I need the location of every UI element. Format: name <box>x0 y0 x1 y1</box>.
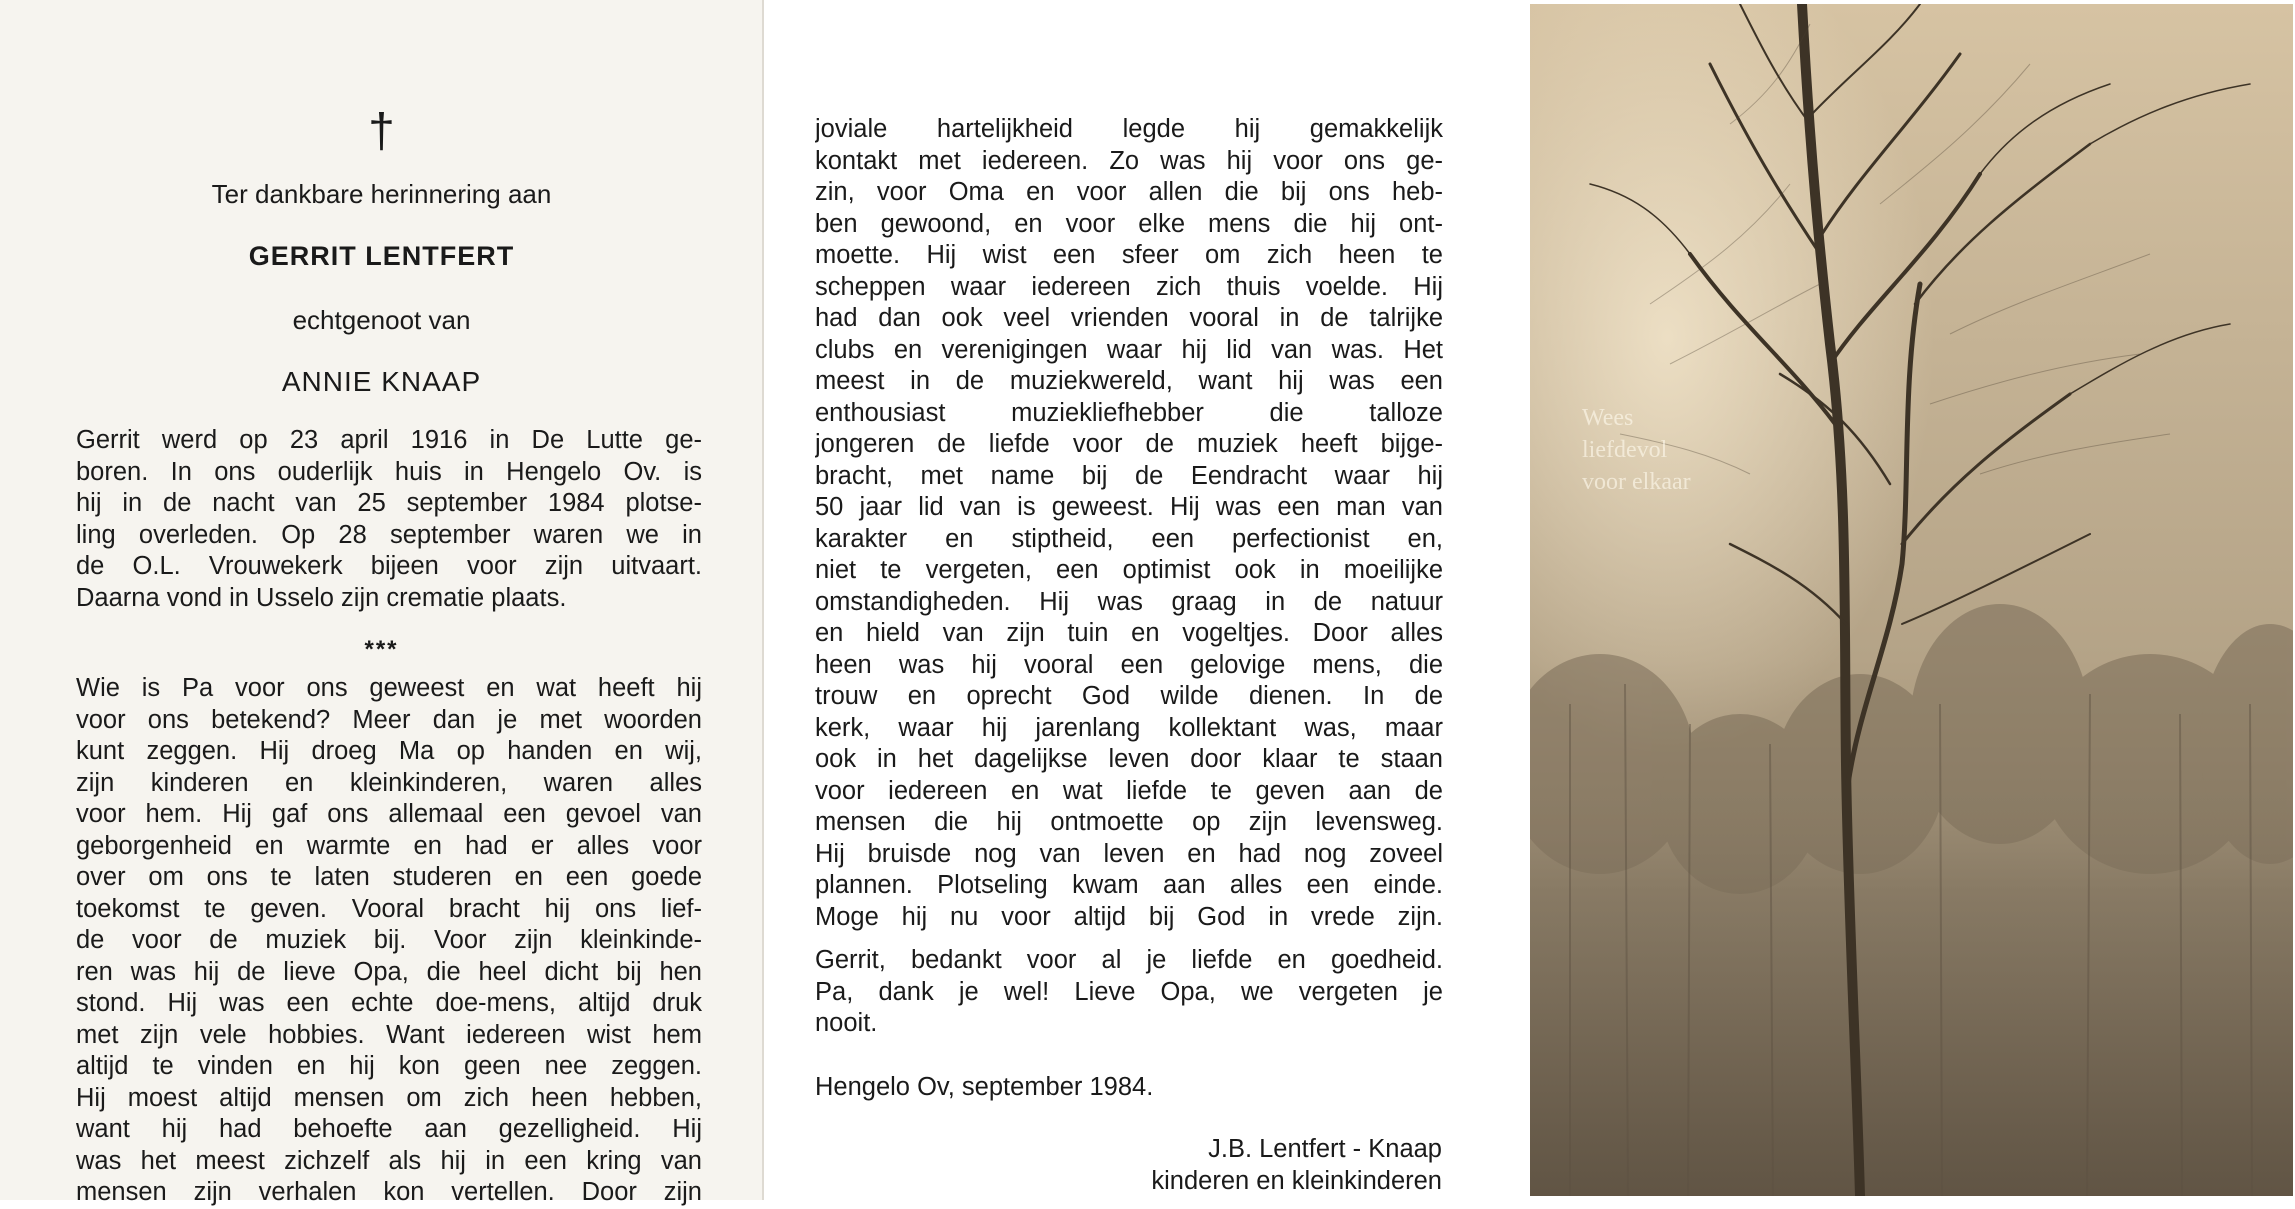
signature-name: J.B. Lentfert - Knaap <box>1208 1135 1442 1163</box>
text-line: meest in de muziekwereld, want hij was een <box>815 367 1443 395</box>
caption-line: liefdevol <box>1582 437 1668 463</box>
text-line: boren. In ons ouderlijk huis in Hengelo Ov. is <box>76 457 702 486</box>
text-line: omstandigheden. Hij was graag in de natuur <box>815 587 1443 616</box>
thanks-paragraph <box>815 945 1443 1040</box>
caption-line: Wees <box>1582 405 1634 431</box>
spouse-label: echtgenoot van <box>292 305 471 335</box>
text-line: ren was hij de lieve Opa, die heel dicht bij hen <box>76 957 702 986</box>
text-line: kunt zeggen. Hij droeg Ma op handen en wij, <box>76 737 702 765</box>
text-line: stond. Hij was een echte doe-mens, altijd druk <box>76 989 702 1017</box>
biography-paragraph <box>76 425 702 614</box>
text-line: scheppen waar iedereen zich thuis voelde. Hij <box>815 272 1443 301</box>
text-line: geborgenheid en warmte en had er alles voor <box>76 831 702 860</box>
text-line: kerk, waar hij jarenlang kollektant was, maar <box>815 713 1443 742</box>
text-line: Gerrit werd op 23 april 1916 in De Lutte ge- <box>76 426 702 454</box>
text-line: voor ons betekend? Meer dan je met woorden <box>76 705 702 734</box>
text-line: Daarna vond in Usselo zijn crematie plaats. <box>76 583 567 612</box>
signature-family: kinderen en kleinkinderen <box>1151 1166 1442 1195</box>
text-line: Gerrit, bedankt voor al je liefde en goedheid. <box>815 946 1443 974</box>
text-line: moette. Hij wist een sfeer om zich heen te <box>815 241 1443 269</box>
photo-panel <box>1528 0 2295 1200</box>
text-line: kontakt met iedereen. Zo was hij voor ons ge- <box>815 146 1443 175</box>
text-line: niet te vergeten, een optimist ook in moeilijke <box>815 556 1443 584</box>
text-line: mensen die hij ontmoette op zijn levensweg. <box>815 808 1443 836</box>
tree-photo <box>1530 4 2293 1196</box>
text-line: over om ons te laten studeren en een goede <box>76 863 702 891</box>
deceased-name: GERRIT LENTFERT <box>248 241 515 271</box>
place-and-date: Hengelo Ov, september 1984. <box>815 1073 1154 1101</box>
text-line: trouw en oprecht God wilde dienen. In de <box>815 682 1443 710</box>
spouse-name: ANNIE KNAAP <box>281 366 482 397</box>
left-panel <box>0 0 763 1206</box>
text-line: plannen. Plotseling kwam aan alles een einde. <box>815 871 1443 899</box>
text-line: altijd te vinden en hij kon geen nee zeggen. <box>76 1052 702 1080</box>
text-line: voor iedereen en wat liefde te geven aan de <box>815 776 1443 805</box>
text-line: met zijn vele hobbies. Want iedereen wist hem <box>76 1020 702 1049</box>
text-line: had dan ook veel vrienden vooral in de talrijke <box>815 304 1443 332</box>
text-line: zin, voor Oma en voor allen die bij ons heb- <box>815 178 1443 206</box>
text-line: ben gewoond, en voor elke mens die hij ont- <box>815 209 1443 238</box>
text-line: jongeren de liefde voor de muziek heeft bijge- <box>815 430 1443 458</box>
text-line: nooit. <box>815 1009 878 1037</box>
text-line: zijn kinderen en kleinkinderen, waren alles <box>76 768 702 797</box>
signature-block <box>900 1134 1442 1197</box>
text-line: hij in de nacht van 25 september 1984 plotse- <box>76 489 702 517</box>
text-line: bracht, met name bij de Eendracht waar hij <box>815 461 1443 490</box>
fold-line <box>762 0 764 1200</box>
text-line: Hij bruisde nog van leven en had nog zoveel <box>815 839 1443 868</box>
text-line: mensen zijn verhalen kon vertellen. Door zijn <box>76 1178 702 1206</box>
text-line: Hij moest altijd mensen om zich heen hebben, <box>76 1083 702 1112</box>
text-line: de O.L. Vrouwekerk bijeen voor zijn uitvaart. <box>76 552 702 580</box>
tribute-continuation <box>815 114 1443 933</box>
text-line: karakter en stiptheid, een perfectionist en, <box>815 524 1443 553</box>
text-line: enthousiast muziekliefhebber die talloze <box>815 398 1443 427</box>
misty-tree-image <box>1530 4 2293 1196</box>
text-line: want hij had behoefte aan gezelligheid. Hij <box>76 1115 702 1143</box>
text-line: de voor de muziek bij. Voor zijn kleinkinde- <box>76 926 702 954</box>
cross-symbol: † <box>368 105 395 158</box>
text-line: Pa, dank je wel! Lieve Opa, we vergeten je <box>815 977 1443 1006</box>
text-line: toekomst te geven. Vooral bracht hij ons lief- <box>76 894 702 923</box>
section-separator: *** <box>364 636 399 663</box>
text-line: 50 jaar lid van is geweest. Hij was een man van <box>815 493 1443 521</box>
text-line: clubs en verenigingen waar hij lid van was. Het <box>815 335 1443 364</box>
dedication-line: Ter dankbare herinnering aan <box>211 179 552 209</box>
tribute-paragraph <box>76 673 702 1209</box>
text-line: heen was hij vooral een gelovige mens, die <box>815 650 1443 679</box>
text-line: Moge hij nu voor altijd bij God in vrede zijn. <box>815 902 1443 931</box>
text-line: Wie is Pa voor ons geweest en wat heeft hij <box>76 674 702 702</box>
text-line: joviale hartelijkheid legde hij gemakkelijk <box>815 115 1443 143</box>
caption-line: voor elkaar <box>1582 469 1691 495</box>
text-line: ling overleden. Op 28 september waren we in <box>76 520 702 549</box>
photo-caption <box>1582 402 1691 498</box>
text-line: voor hem. Hij gaf ons allemaal een gevoel van <box>76 800 702 828</box>
text-line: en hield van zijn tuin en vogeltjes. Door alles <box>815 619 1443 647</box>
text-line: ook in het dagelijkse leven door klaar te staan <box>815 745 1443 773</box>
text-line: was het meest zichzelf als hij in een kring van <box>76 1146 702 1175</box>
